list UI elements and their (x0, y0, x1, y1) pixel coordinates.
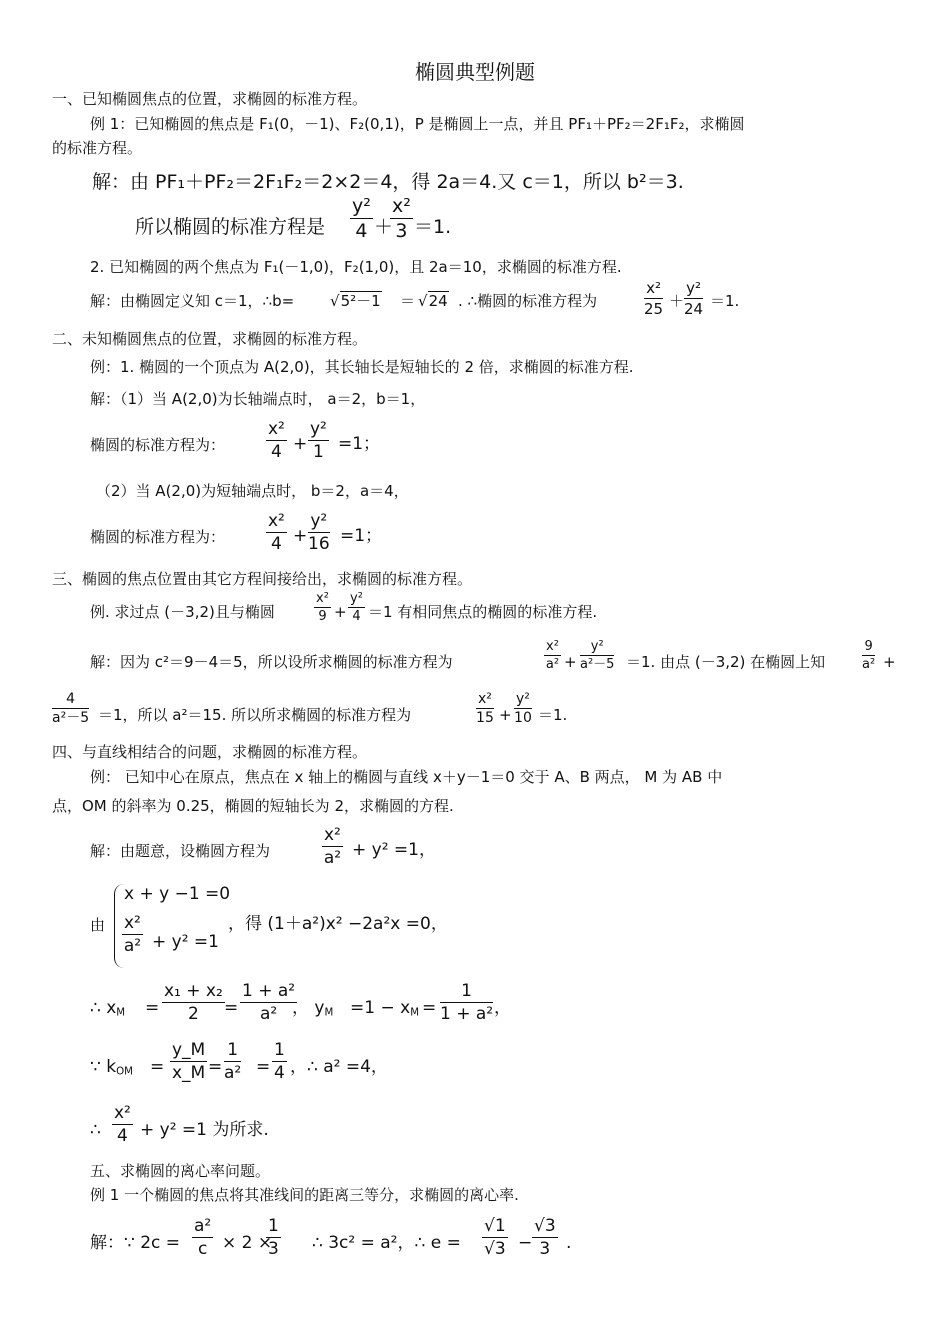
fraction-y2-over-16: $\frac{\text{y²}}{16}$ (308, 511, 330, 554)
system-equation-1: x + y −1 =0 (124, 884, 231, 904)
equals-one: ＝1. (414, 216, 452, 238)
fraction-sqrt3-over-3: $\frac{√3}{3}$ (534, 1216, 556, 1259)
equals-one: =1； (338, 434, 381, 454)
plus-sign: + (564, 653, 577, 671)
section-4-heading: 四、与直线相结合的问题，求椭圆的标准方程。 (52, 743, 368, 761)
section-3-line-2: ＝1，所以 a²＝15. 所以所求椭圆的标准方程为 (98, 706, 412, 724)
fraction-a2-over-c: $\frac{\text{a²}}{c}$ (194, 1216, 212, 1259)
minus-sign: − (518, 1233, 533, 1253)
plus-sign: + (499, 706, 512, 724)
equals-sign: = (150, 1057, 165, 1077)
equals-sign: = (145, 998, 160, 1018)
fraction-1-plus-a2-over-a2: $\frac{\text{1 + a²}}{\text{a²}}$ (242, 981, 296, 1024)
plus-sign: + (883, 653, 896, 671)
section-3-heading: 三、椭圆的焦点位置由其它方程间接给出，求椭圆的标准方程。 (52, 570, 473, 588)
fraction-1-over-3: $\frac{1}{3}$ (268, 1216, 279, 1259)
ym-label: ， $y_M$ (292, 998, 334, 1019)
equals-sign: = (422, 998, 437, 1018)
sqrt-expression-1: √5²－1 (330, 292, 381, 310)
equals-one: =1； (340, 526, 383, 546)
plus-sign: + (293, 434, 308, 454)
equals-sign: = (208, 1057, 223, 1077)
fraction-x2-over-9: $\frac{\text{x²}}{9}$ (316, 591, 329, 625)
fraction-x2-over-a2: $\frac{\text{x²}}{\text{a²}}$ (123, 913, 142, 956)
fraction-x2-over-3: $\frac{\text{x²}}{3}$ (392, 195, 411, 242)
fraction-x2-over-a2: $\frac{\text{x²}}{\text{a²}}$ (545, 639, 560, 673)
fraction-x2-over-25: $\frac{\text{x²}}{25}$ (644, 279, 664, 318)
equals-sign: = (224, 998, 239, 1018)
fraction-x2-over-4: $\frac{\text{x²}}{4}$ (114, 1103, 131, 1146)
system-prefix: 由 (90, 916, 106, 934)
ym-equation: $=1 - x_M$ (350, 998, 419, 1019)
fraction-x2-over-a2: $\frac{\text{x²}}{\text{a²}}$ (323, 825, 342, 868)
section-3-solution-mid: ＝1. 由点 (－3,2) 在椭圆上知 (626, 653, 826, 671)
fraction-1-over-1-plus-a2: $\frac{1}{\text{1 + a²}}$ (440, 981, 494, 1024)
section-1-heading: 一、已知椭圆焦点的位置，求椭圆的标准方程。 (52, 90, 368, 108)
equals-one: ＝1. (710, 292, 740, 310)
fraction-y2-over-10: $\frac{\text{y²}}{10}$ (514, 691, 532, 727)
answer-tail: + y² =1 为所求. (140, 1120, 269, 1140)
plus-sign: ＋ (374, 216, 394, 238)
fraction-y2-over-a2-minus-5: $\frac{\text{y²}}{\text{a²－5}}$ (580, 639, 615, 673)
equation-1-prefix: 椭圆的标准方程为： (90, 436, 226, 454)
period: . (566, 1233, 572, 1253)
equals-sign: = (256, 1057, 271, 1077)
section-5-example: 例 1 一个椭圆的焦点将其准线间的距离三等分，求椭圆的离心率. (90, 1186, 519, 1204)
times-two-times: × 2 × (222, 1233, 273, 1253)
example-2-text: 2. 已知椭圆的两个焦点为 F₁(－1,0)，F₂(1,0)，且 2a＝10，求椭圆的标准方程. (90, 258, 622, 276)
section-3-solution: 解：因为 c²＝9－4＝5，所以设所求椭圆的标准方程为 (90, 653, 453, 671)
solution-1-line-2: 所以椭圆的标准方程是 (135, 216, 326, 238)
section-2-example: 例：1. 椭圆的一个顶点为 A(2,0)，其长轴长是短轴长的 2 倍，求椭圆的标准方程. (90, 358, 634, 376)
fraction-x1-plus-x2-over-2: $\frac{\text{x₁ + x₂}}{2}$ (164, 981, 223, 1024)
section-3-example: 例. 求过点 (－3,2)且与椭圆 (90, 603, 275, 621)
fraction-y2-over-1: $\frac{\text{y²}}{1}$ (310, 419, 327, 462)
fraction-4-over-a2-minus-5: $\frac{4}{\text{a²－5}}$ (52, 691, 90, 727)
fraction-y2-over-4: $\frac{\text{y²}}{4}$ (352, 195, 371, 242)
therefore-sign: ∴ (90, 1120, 101, 1140)
section-4-example-line-1: 例： 已知中心在原点，焦点在 x 轴上的椭圆与直线 x＋y－1＝0 交于 A、B 两点， M 为 AB 中 (90, 768, 723, 786)
solution-2-mid: . ∴椭圆的标准方程为 (458, 292, 598, 310)
section-5-heading: 五、求椭圆的离心率问题。 (90, 1162, 271, 1180)
fraction-x2-over-4: $\frac{\text{x²}}{4}$ (268, 511, 285, 554)
example-1-text: 例 1：已知椭圆的焦点是 F₁(0，－1)、F₂(0,1)，P 是椭圆上一点，并且 PF₁＋PF₂＝2F₁F₂，求椭圆 (90, 115, 745, 133)
equals-one: ＝1. (538, 706, 568, 724)
fraction-y2-over-4: $\frac{\text{y²}}{4}$ (350, 591, 363, 625)
case-2-text: （2）当 A(2,0)为短轴端点时， b＝2，a＝4， (96, 482, 409, 500)
comma: ， (494, 998, 511, 1018)
plus-sign: ＋ (669, 292, 685, 310)
plus-sign: + (334, 603, 347, 621)
equation-2-prefix: 椭圆的标准方程为： (90, 528, 226, 546)
section-5-solution-prefix: 解：∵ 2c = (90, 1233, 181, 1253)
document-title: 椭圆典型例题 (415, 60, 535, 84)
fraction-9-over-a2: $\frac{9}{\text{a²}}$ (862, 639, 876, 673)
solution-1-line-1: 解：由 PF₁＋PF₂＝2F₁F₂＝2×2＝4，得 2a＝4.又 c＝1，所以 b²＝3. (92, 171, 684, 193)
fraction-y2-over-24: $\frac{\text{y²}}{24}$ (684, 279, 704, 318)
case-1-text: 解：（1）当 A(2,0)为长轴端点时， a＝2，b＝1， (90, 390, 426, 408)
section-4-example-line-2: 点，OM 的斜率为 0.25，椭圆的短轴长为 2，求椭圆的方程. (52, 797, 454, 815)
ellipse-equation-tail: + y² =1， (352, 840, 436, 860)
fraction-x2-over-4: $\frac{\text{x²}}{4}$ (268, 419, 285, 462)
fraction-1-over-4: $\frac{1}{4}$ (274, 1040, 285, 1083)
example-1-text-cont: 的标准方程。 (52, 139, 143, 157)
system-result: ，得 (1＋a²)x² −2a²x =0， (228, 914, 448, 934)
section-5-solution-mid: ∴ 3c² = a²，∴ e = (312, 1233, 461, 1253)
fraction-ym-over-xm: $\frac{y\_M}{x\_M}$ (172, 1040, 206, 1083)
slope-label: ∵ $k_{OM}$ (90, 1057, 133, 1078)
slope-result: ，∴ a² =4， (290, 1057, 388, 1077)
section-2-heading: 二、未知椭圆焦点的位置，求椭圆的标准方程。 (52, 330, 368, 348)
section-3-example-tail: ＝1 有相同焦点的椭圆的标准方程. (368, 603, 598, 621)
fraction-sqrt1-over-sqrt3: $\frac{√1}{√3}$ (484, 1216, 506, 1259)
solution-2-prefix: 解：由椭圆定义知 c＝1，∴b= (90, 292, 295, 310)
system-equation-2-tail: + y² =1 (152, 932, 219, 952)
fraction-1-over-a2: $\frac{1}{\text{a²}}$ (224, 1040, 242, 1083)
equals-sign: ＝ (400, 292, 416, 310)
sqrt-expression-2: √24 (418, 292, 448, 310)
section-4-solution-prefix: 解：由题意，设椭圆方程为 (90, 842, 271, 860)
xm-label: ∴ $x_M$ (90, 998, 126, 1019)
plus-sign: + (293, 526, 308, 546)
fraction-x2-over-15: $\frac{\text{x²}}{15}$ (476, 691, 494, 727)
